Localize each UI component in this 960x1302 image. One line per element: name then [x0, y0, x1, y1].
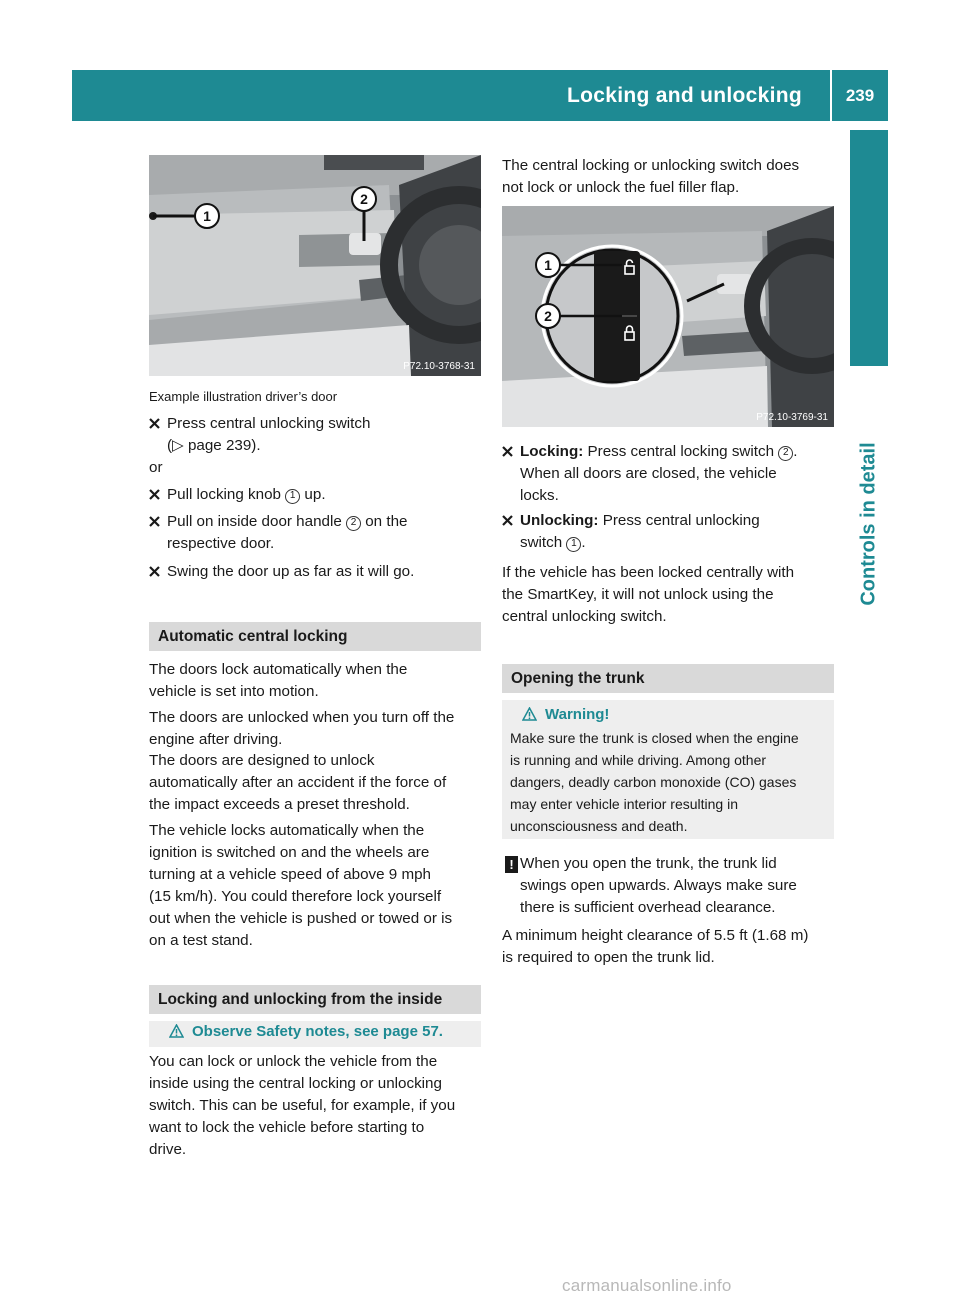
warning-box: Warning! Make sure the trunk is closed when the engine is running and while driving. Among other dangers, deadly carbon monoxide (CO) gases may enter vehicle interior resulting in unconsciousness and death.: [502, 700, 834, 839]
bullet-arrow-icon: [149, 418, 160, 429]
paragraph: You can lock or unlock the vehicle from the inside using the central locking or unlocking switch. This can be useful, for example, if you want to lock the vehicle before starting to drive.: [149, 1053, 456, 1158]
page-title: Locking and unlocking: [567, 84, 802, 107]
bullet-arrow-icon: [502, 446, 513, 457]
callout-number: 1: [566, 537, 581, 552]
instruction-item: Pull on inside door handle 2 on the respective door.: [149, 511, 481, 555]
paragraph: The vehicle locks automatically when the ignition is switched on and the wheels are turning at a vehicle speed of above 9 mph (15 km/h). You could therefore lock yourself out when the vehicle is pushed or towed or is on a test stand.: [149, 822, 453, 949]
or-text: or: [149, 459, 163, 476]
bullet-arrow-icon: [149, 566, 160, 577]
figure-caption: Example illustration driver’s door: [149, 389, 338, 404]
callout-number: 2: [778, 446, 793, 461]
callout-2-label: 2: [360, 191, 368, 207]
paragraph: If the vehicle has been locked centrally with the SmartKey, it will not unlock using the central unlocking switch.: [502, 564, 795, 625]
paragraph: The central locking or unlocking switch does not lock or unlock the fuel filler flap.: [502, 157, 800, 196]
instruction-item: Unlocking: Press central unlocking switch 1 .: [502, 510, 834, 554]
instruction-item: Pull locking knob 1 up.: [149, 484, 481, 506]
callout-number: 2: [346, 516, 361, 531]
callout-1-label: 1: [203, 208, 211, 224]
notice-text: When you open the trunk, the trunk lid swings open upwards. Always make sure there is sufficient overhead clearance.: [520, 855, 797, 916]
bullet-arrow-icon: [149, 516, 160, 527]
callout-1-label: 1: [544, 257, 552, 273]
warning-triangle-icon: [522, 707, 537, 721]
switch-illustration-graphic: [502, 206, 834, 427]
section-heading: Opening the trunk: [502, 664, 834, 693]
notice-icon: !: [505, 856, 518, 873]
switch-illustration: [502, 206, 834, 427]
chapter-tab: [850, 130, 888, 366]
callout-2-label: 2: [544, 308, 552, 324]
watermark: carmanualsonline.info: [562, 1276, 732, 1295]
bullet-arrow-icon: [149, 489, 160, 500]
page-header: [72, 70, 888, 121]
figure-code: P72.10-3768-31: [403, 361, 475, 372]
safety-note: Observe Safety notes, see page 57.: [149, 1021, 481, 1047]
chapter-label: Controls in detail: [857, 442, 880, 606]
warning-triangle-icon: [169, 1024, 184, 1038]
instruction-item: Swing the door up as far as it will go.: [149, 561, 481, 583]
door-illustration: [149, 155, 481, 376]
section-heading: Automatic central locking: [149, 622, 481, 651]
paragraph: A minimum height clearance of 5.5 ft (1.68 m) is required to open the trunk lid.: [502, 927, 809, 966]
door-illustration-graphic: [149, 155, 481, 376]
paragraph: The doors lock automatically when the vehicle is set into motion.: [149, 661, 408, 700]
instruction-item: Locking: Press central locking switch 2 . When all doors are closed, the vehicle locks.: [502, 441, 834, 507]
figure-code: P72.10-3769-31: [756, 412, 828, 423]
page-number: 239: [845, 86, 875, 105]
bullet-arrow-icon: [502, 515, 513, 526]
callout-number: 1: [285, 489, 300, 504]
paragraph: The doors are designed to unlock automatically after an accident if the force of the impact exceeds a preset threshold.: [149, 752, 447, 813]
instruction-item: Press central unlocking switch (▷ page 239).: [149, 413, 481, 457]
paragraph: The doors are unlocked when you turn off the engine after driving.: [149, 709, 455, 748]
section-heading: Locking and unlocking from the inside: [149, 985, 481, 1014]
